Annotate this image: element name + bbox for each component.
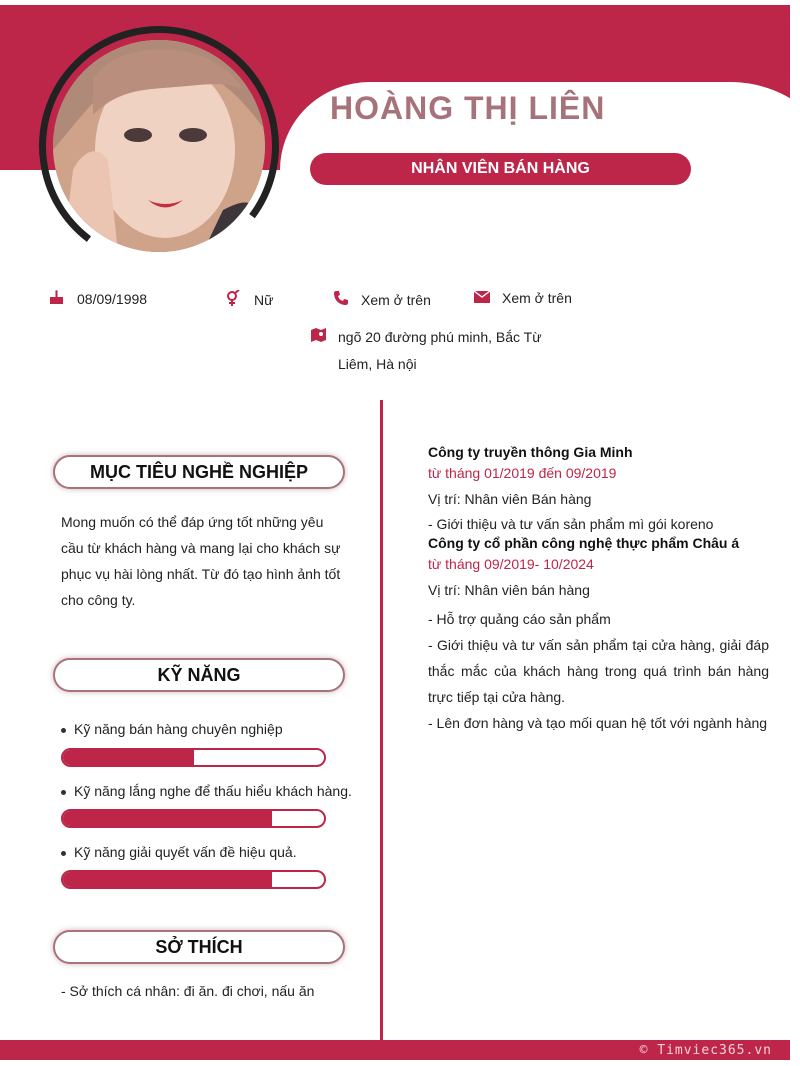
- skill-label: [61, 783, 352, 799]
- work-position: Vị trí: Nhân viên bán hàng: [428, 582, 590, 598]
- skill-bar-fill: [63, 872, 272, 887]
- work-period: từ tháng 09/2019- 10/2024: [428, 556, 594, 572]
- objective-text: Mong muốn có thể đáp ứng tốt những yêu cầu từ khách hàng và mang lại cho khách sự phục vụ hài lòng nhất. Từ đó tạo hình ảnh tốt cho công ty.: [61, 514, 341, 608]
- gender-value: Nữ: [254, 292, 274, 308]
- birthday-value: 08/09/1998: [77, 291, 148, 307]
- hobbies-heading: SỞ THÍCH: [53, 930, 345, 964]
- job-title-pill: NHÂN VIÊN BÁN HÀNG: [310, 153, 691, 185]
- duty-line: - Giới thiệu và tư vấn sản phẩm mì gói koreno: [428, 516, 714, 532]
- skill-label-text: Kỹ năng giải quyết vấn đề hiệu quả.: [74, 844, 297, 860]
- skill-bar: [61, 809, 326, 828]
- skills-heading: KỸ NĂNG: [53, 658, 345, 692]
- duty-line: - Giới thiệu và tư vấn sản phẩm tại cửa hàng, giải đáp thắc mắc của khách hàng trong quá trình bán hàng trực tiếp tại cửa hàng.: [428, 637, 769, 705]
- gender-icon: [226, 290, 248, 310]
- footer-watermark: © Timviec365.vn: [639, 1043, 772, 1058]
- experience-item: [428, 444, 769, 533]
- avatar-photo-icon: [53, 40, 265, 252]
- address-line-1: ngõ 20 đường phú minh, Bắc Từ: [338, 329, 542, 345]
- email-info: [474, 290, 572, 306]
- skill-label: [61, 721, 283, 737]
- skill-bar-fill: [63, 811, 272, 826]
- address-line-2: Liêm, Hà nội: [338, 356, 417, 372]
- email-value: Xem ở trên: [502, 290, 572, 306]
- bullet-icon: [61, 728, 66, 733]
- envelope-icon: [474, 290, 496, 306]
- work-period: từ tháng 01/2019 đến 09/2019: [428, 465, 617, 481]
- experience-section: [428, 444, 769, 736]
- phone-info: [333, 290, 431, 309]
- duty-line: - Lên đơn hàng và tạo mối quan hệ tốt với ngành hàng: [428, 715, 768, 731]
- skill-bar-fill: [63, 750, 194, 765]
- experience-item: [428, 535, 769, 736]
- duty-line: - Hỗ trợ quảng cáo sản phẩm: [428, 611, 611, 627]
- column-divider: [380, 400, 383, 1040]
- skill-label-text: Kỹ năng lắng nghe để thấu hiểu khách hàng.: [74, 783, 352, 799]
- hobbies-text: - Sở thích cá nhân: đi ăn. đi chơi, nấu ăn: [61, 983, 315, 999]
- skill-bar: [61, 748, 326, 767]
- skill-label: [61, 844, 297, 860]
- objective-heading: MỤC TIÊU NGHỀ NGHIỆP: [53, 455, 345, 489]
- company-name: Công ty truyền thông Gia Minh: [428, 444, 633, 460]
- birthday-cake-icon: [49, 290, 71, 308]
- address-info: [310, 324, 550, 378]
- avatar: [53, 40, 265, 252]
- phone-icon: [333, 290, 355, 309]
- candidate-name: HOÀNG THỊ LIÊN: [330, 90, 606, 126]
- birthday-info: [49, 290, 147, 308]
- work-position: Vị trí: Nhân viên Bán hàng: [428, 491, 592, 507]
- bullet-icon: [61, 851, 66, 856]
- gender-info: [226, 290, 273, 310]
- phone-value: Xem ở trên: [361, 291, 431, 308]
- skill-bar: [61, 870, 326, 889]
- skill-label-text: Kỹ năng bán hàng chuyên nghiệp: [74, 721, 283, 737]
- map-pin-icon: [310, 324, 338, 378]
- company-name: Công ty cổ phần công nghệ thực phẩm Châu á: [428, 535, 740, 551]
- bullet-icon: [61, 790, 66, 795]
